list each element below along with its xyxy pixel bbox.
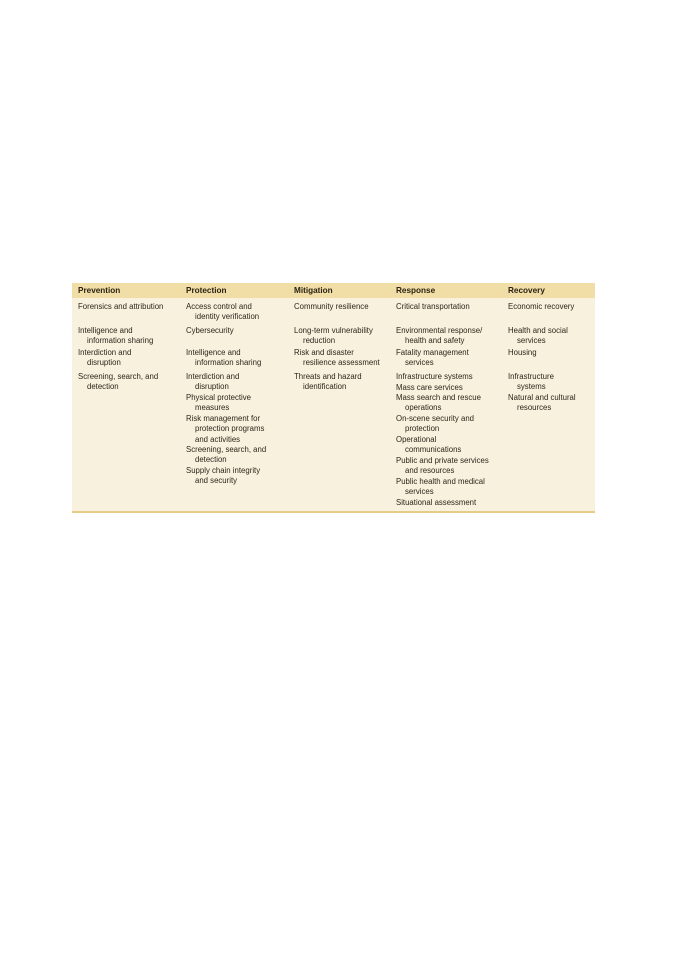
- cell-text: Interdiction and: [186, 372, 240, 381]
- cell-text: On-scene security and: [396, 414, 475, 423]
- cell-text: communications: [405, 445, 462, 455]
- table-cell: [396, 477, 485, 498]
- cell-text: Health and social: [508, 326, 568, 335]
- table-cell: [508, 348, 537, 358]
- cell-text: health and safety: [405, 336, 465, 346]
- table-cell: [186, 414, 264, 445]
- table-cell: [186, 445, 266, 466]
- cell-text: Physical protective: [186, 393, 252, 402]
- cell-text: services: [405, 487, 434, 497]
- cell-text: information sharing: [87, 336, 154, 346]
- cell-text: Community resilience: [294, 302, 369, 311]
- cell-text: identification: [303, 382, 347, 392]
- cell-text: systems: [517, 382, 546, 392]
- table-cell: [508, 372, 554, 393]
- header-response: Response: [396, 286, 436, 295]
- cell-text: operations: [405, 403, 442, 413]
- table-cell: [396, 414, 474, 435]
- table-cell: [78, 326, 153, 347]
- table-cell: [186, 466, 260, 487]
- table-cell: [78, 348, 131, 369]
- table-cell: [396, 498, 476, 508]
- cell-text: resources: [517, 403, 552, 413]
- table-cell: [186, 348, 261, 369]
- cell-text: Fatality management: [396, 348, 469, 357]
- table-cell: [78, 372, 158, 393]
- table-cell: [186, 393, 251, 414]
- cell-text: Screening, search, and: [186, 445, 267, 454]
- cell-text: Mass search and rescue: [396, 393, 481, 402]
- table-cell: [186, 326, 234, 336]
- table-cell: [294, 326, 373, 347]
- cell-text: Infrastructure: [508, 372, 554, 381]
- table-cell: [186, 302, 259, 323]
- cell-text: Public and private services: [396, 456, 489, 465]
- cell-text: Intelligence and: [186, 348, 241, 357]
- table-cell: [396, 383, 463, 393]
- cell-text: Cybersecurity: [186, 326, 234, 335]
- cell-text: information sharing: [195, 358, 262, 368]
- cell-text: Natural and cultural: [508, 393, 576, 402]
- cell-text: Environmental response/: [396, 326, 483, 335]
- cell-text: services: [517, 336, 546, 346]
- capabilities-table: [72, 283, 595, 513]
- cell-text: Supply chain integrity: [186, 466, 261, 475]
- table-cell: [396, 393, 481, 414]
- cell-text: Situational assessment: [396, 498, 477, 507]
- table-cell: [294, 348, 380, 369]
- table-cell: [396, 302, 470, 312]
- cell-text: and activities: [195, 434, 241, 444]
- cell-text: Threats and hazard: [294, 372, 362, 381]
- cell-text: Forensics and attribution: [78, 302, 164, 311]
- cell-text: Critical transportation: [396, 302, 470, 311]
- table-cell: [396, 372, 473, 382]
- cell-text: Operational: [396, 435, 437, 444]
- table-cell: [78, 302, 163, 312]
- cell-text: and resources: [405, 466, 455, 476]
- cell-text: Screening, search, and: [78, 372, 159, 381]
- cell-text: reduction: [303, 336, 336, 346]
- cell-text: Economic recovery: [508, 302, 575, 311]
- cell-text: Access control and: [186, 302, 252, 311]
- header-protection: Protection: [186, 286, 227, 295]
- cell-text: resilience assessment: [303, 358, 380, 368]
- cell-text: services: [405, 358, 434, 368]
- cell-text: disruption: [87, 358, 121, 368]
- cell-text: Intelligence and: [78, 326, 133, 335]
- cell-text: protection: [405, 424, 440, 434]
- cell-text: Long-term vulnerability: [294, 326, 373, 335]
- table-cell: [508, 302, 574, 312]
- table-cell: [508, 326, 568, 347]
- table-cell: [294, 302, 369, 312]
- cell-text: Risk and disaster: [294, 348, 354, 357]
- cell-text: Public health and medical: [396, 477, 485, 486]
- cell-text: measures: [195, 403, 230, 413]
- cell-text: detection: [87, 382, 119, 392]
- cell-text: disruption: [195, 382, 229, 392]
- cell-text: identity verification: [195, 312, 260, 322]
- header-recovery: Recovery: [508, 286, 545, 295]
- cell-text: detection: [195, 455, 227, 465]
- table-cell: [186, 372, 239, 393]
- table-cell: [396, 348, 469, 369]
- cell-text: Infrastructure systems: [396, 372, 473, 381]
- cell-text: Risk management for: [186, 414, 261, 423]
- cell-text: protection programs: [195, 424, 265, 434]
- cell-text: Mass care services: [396, 383, 463, 392]
- cell-text: Interdiction and: [78, 348, 132, 357]
- table-cell: [396, 456, 489, 477]
- table-header-row: [72, 283, 595, 298]
- header-prevention: Prevention: [78, 286, 121, 295]
- table-cell: [294, 372, 362, 393]
- table-cell: [396, 435, 461, 456]
- header-mitigation: Mitigation: [294, 286, 333, 295]
- table-cell: [396, 326, 482, 347]
- table-cell: [508, 393, 576, 414]
- cell-text: Housing: [508, 348, 537, 357]
- cell-text: and security: [195, 476, 238, 486]
